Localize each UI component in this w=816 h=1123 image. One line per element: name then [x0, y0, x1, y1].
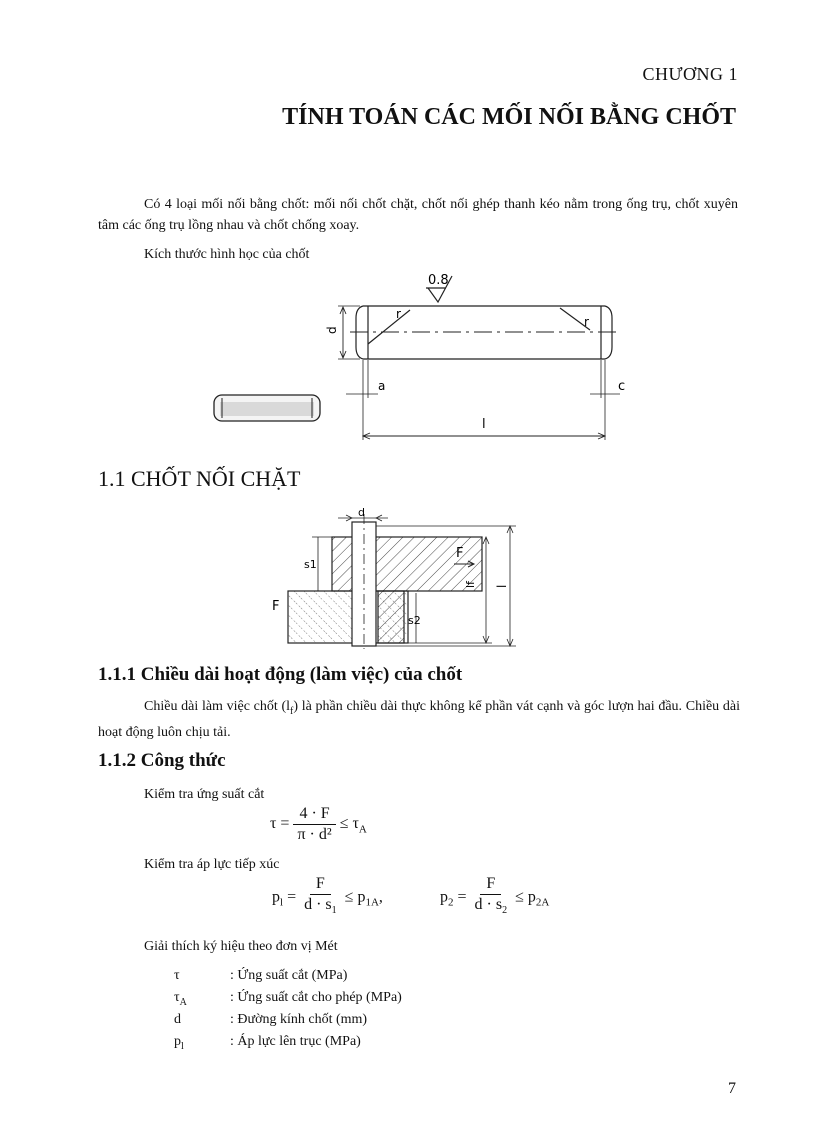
symbol-row: $p_l$ : Áp lực lên trục (MPa): [174, 1034, 361, 1052]
section-1-1-2-heading: 1.1.2 Công thức: [98, 750, 226, 771]
pin-right-end: [605, 306, 612, 359]
pin-illustration: [214, 395, 320, 421]
chamfer-a-label: a: [378, 379, 386, 393]
chapter-label: CHƯƠNG 1: [642, 64, 738, 84]
pressure-formula-2: $p_2$ = $\frac{F}{d \cdot s_2}$ ≤ $p_{2A}$: [440, 875, 550, 917]
chamfer-c-label: c: [618, 379, 626, 394]
force-top-label: F: [456, 546, 464, 561]
s1-label: s1: [304, 558, 317, 571]
pressure-check-label: Kiểm tra áp lực tiếp xúc: [144, 857, 280, 872]
roughness-label: 0.8: [428, 273, 449, 288]
notation-title: Giải thích ký hiệu theo đơn vị Mét: [144, 939, 338, 954]
geometry-caption: Kích thước hình học của chốt: [144, 247, 310, 262]
section-1-1-heading: 1.1 CHỐT NỐI CHẶT: [98, 466, 301, 491]
working-length-paragraph: Chiều dài làm việc chốt $(l_f)$ là phần chiều dài thực không kể phần vát cạnh và góc lượn hai đầu. Chiều dài hoạt động luôn chịu tải.: [98, 699, 740, 740]
tight-pin-figure: [266, 504, 526, 650]
section-1-1-1-heading: 1.1.1 Chiều dài hoạt động (làm việc) của chốt: [98, 664, 463, 685]
pin-geometry-figure: [200, 268, 660, 448]
radius-right-label: r: [584, 315, 589, 329]
l-label: l: [495, 584, 509, 588]
symbol-row: τ : Ứng suất cắt (MPa): [174, 968, 348, 983]
lf-label: lf: [464, 581, 477, 588]
shear-formula: τ = $\frac{4 \cdot F}{\text{π · d²}}$ ≤ $\tau_A$: [270, 805, 367, 843]
shear-check-label: Kiểm tra ứng suất cắt: [144, 787, 265, 802]
symbol-row: d : Đường kính chốt (mm): [174, 1012, 368, 1027]
s2-label: s2: [408, 614, 421, 627]
diameter-label: d: [325, 326, 339, 334]
radius-left-label: r: [396, 307, 401, 321]
pressure-formula-1: $p_l$ = $\frac{F}{d \cdot s_1}$ ≤ $p_{1A}$,: [272, 875, 383, 917]
page-number: 7: [728, 1080, 736, 1097]
symbol-row: $\tau_A$ : Ứng suất cắt cho phép (MPa): [174, 990, 402, 1008]
intro-paragraph: Có 4 loại mối nối bằng chốt: mối nối chốt chặt, chốt nối ghép thanh kéo nằm trong ống trụ, chốt xuyên tâm các ống trụ lồng nhau và chốt chống xoay.: [98, 197, 738, 233]
force-left-label: F: [272, 599, 280, 614]
chapter-title: TÍNH TOÁN CÁC MỐI NỐI BẰNG CHỐT: [282, 104, 736, 130]
pin-diameter-label: d: [358, 506, 365, 519]
symbol-list: [174, 968, 574, 1056]
length-label: l: [482, 417, 486, 432]
pin-left-end: [356, 306, 363, 359]
